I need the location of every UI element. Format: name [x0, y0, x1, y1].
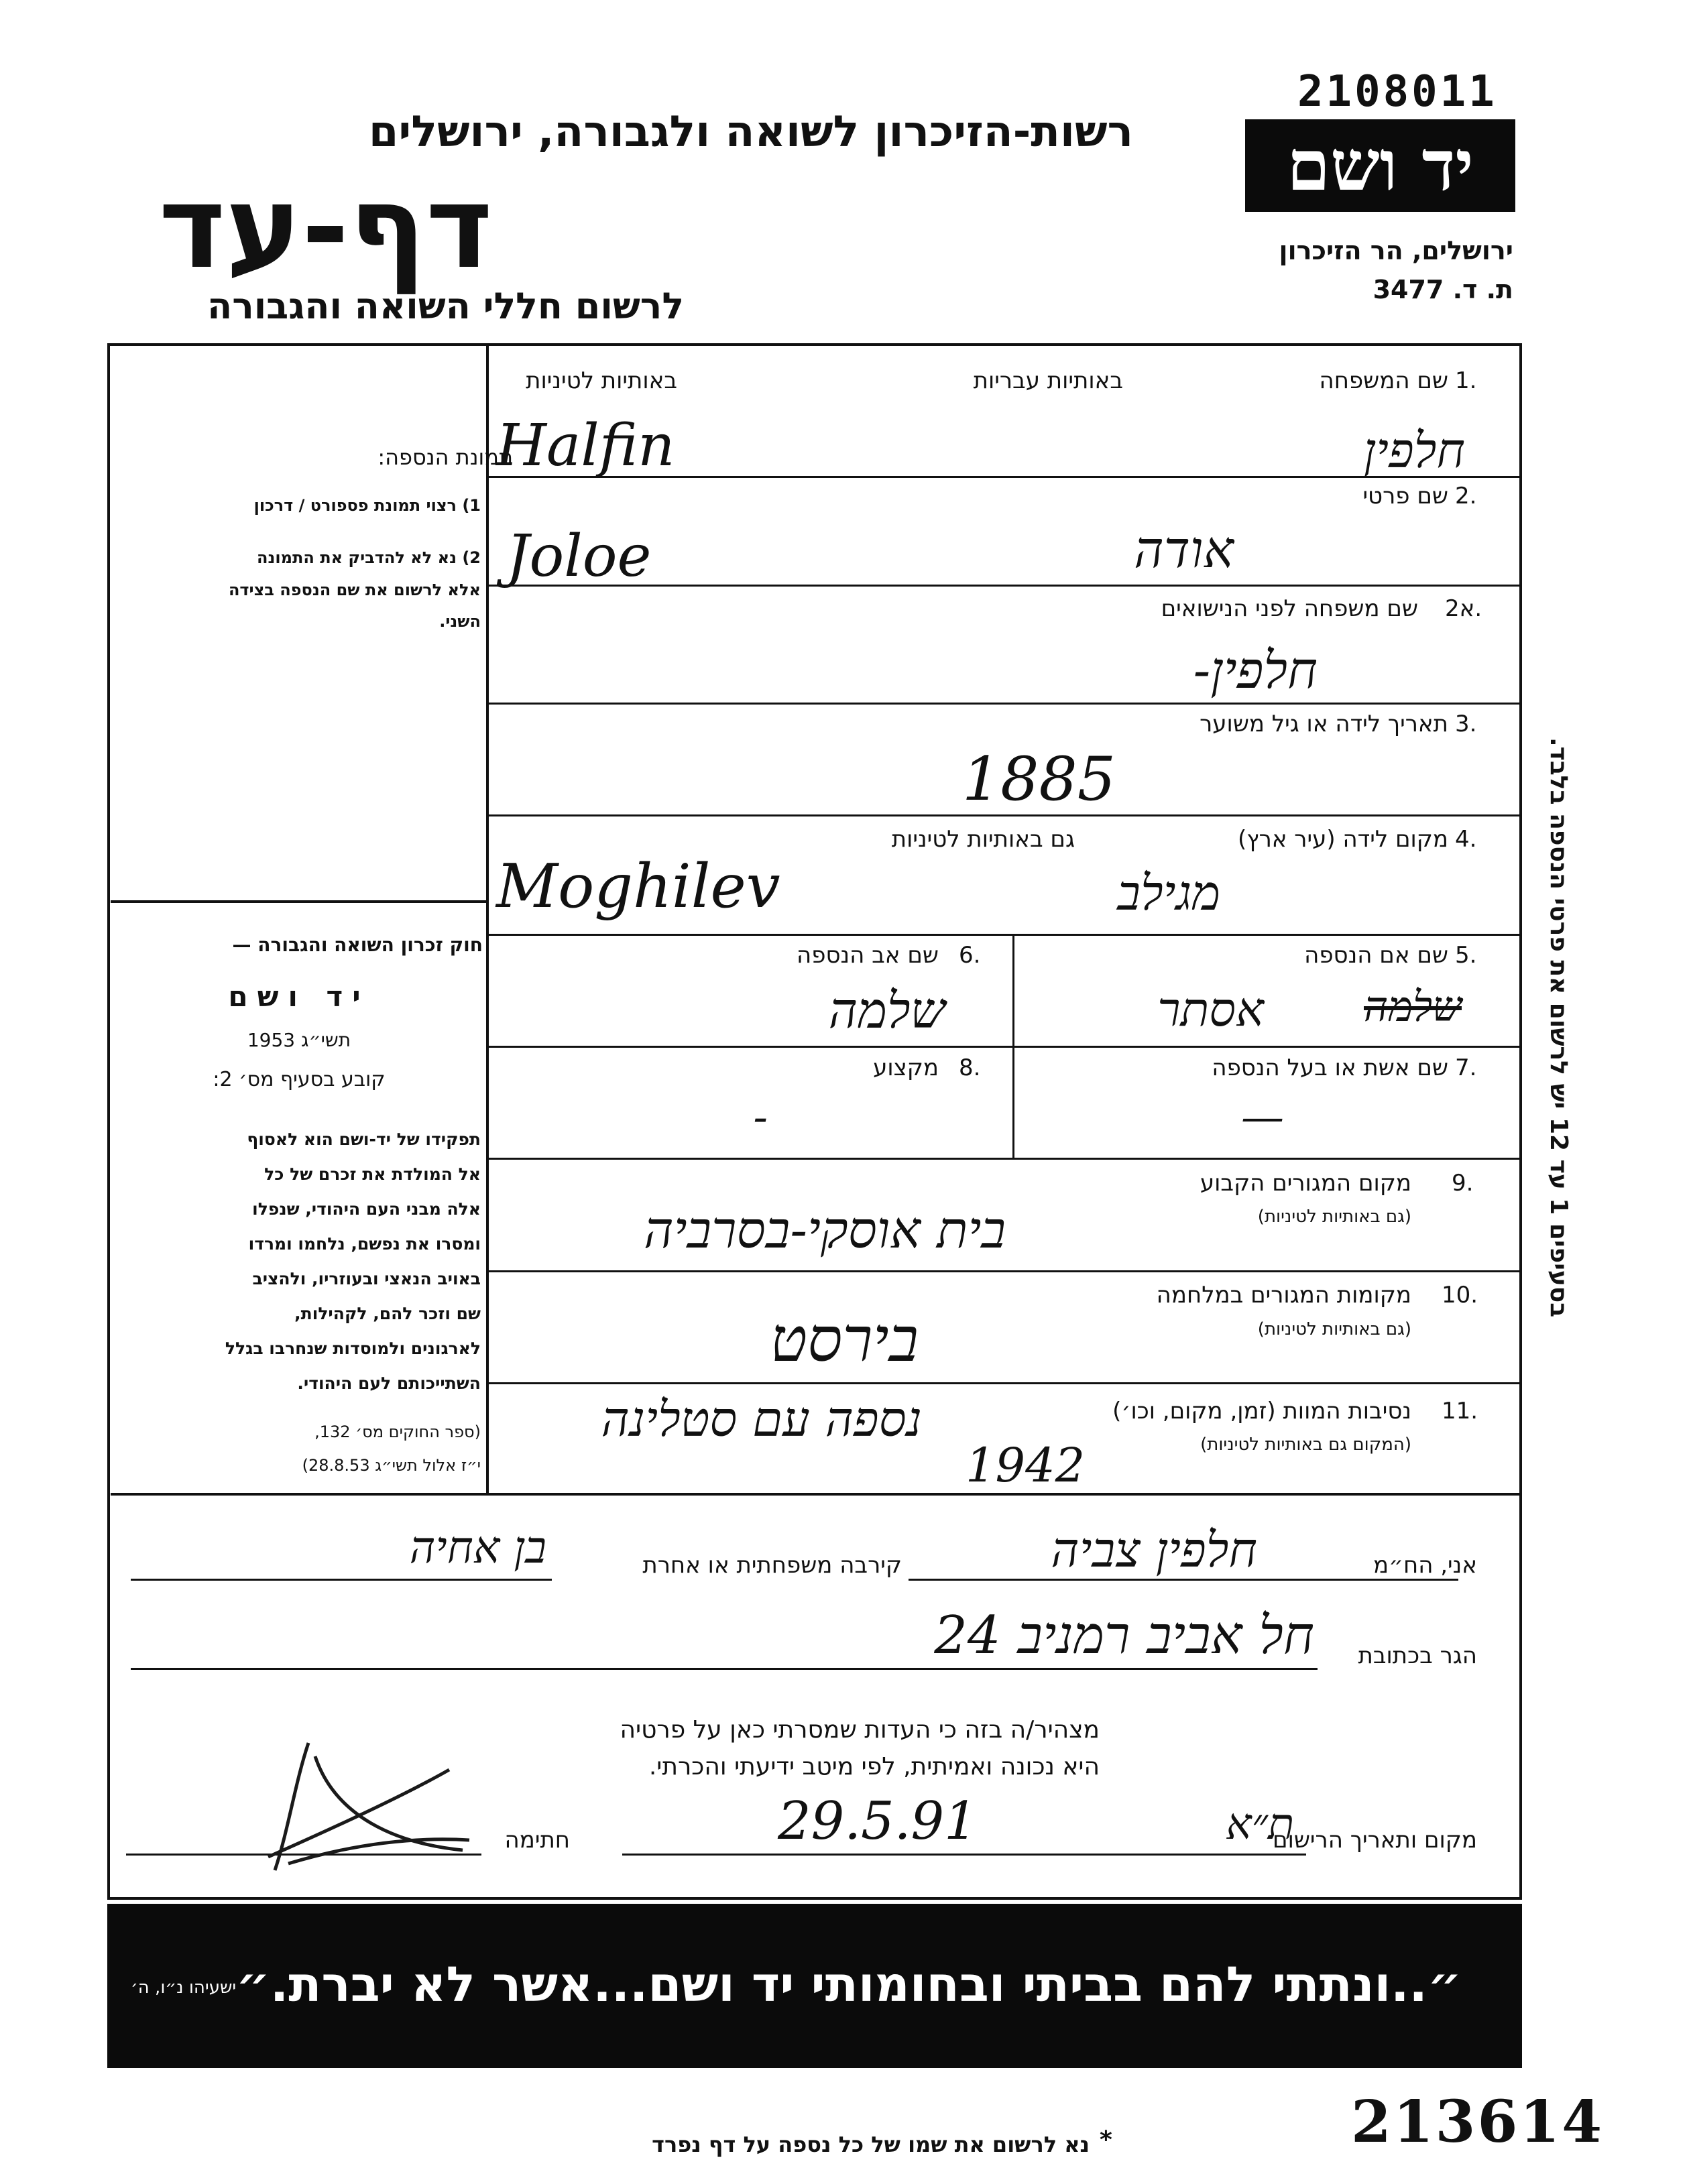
- photo-box-item-1: 1) רצוי תמונת פספורט / דרכון: [253, 496, 481, 515]
- field-8-number: 8.: [959, 1054, 981, 1081]
- field-9-number: 9.: [1452, 1170, 1474, 1197]
- field-2-hebrew-value: אודה: [1134, 520, 1234, 579]
- law-box-ref-1: (ספר החוקים מס׳ 132,: [314, 1422, 481, 1441]
- rule-10: [111, 1493, 1522, 1496]
- place-value: ת״א: [1226, 1800, 1294, 1849]
- field-5-label: שם אם הנספה: [1304, 942, 1448, 969]
- law-box-text-8: השתייכותם לעם היהודי.: [297, 1374, 481, 1393]
- field-2-label: שם פרטי: [1362, 483, 1448, 509]
- declarant-i-label: אני, הח״מ: [1373, 1552, 1477, 1579]
- field-3-label: תאריך לידה או גיל משוער: [1200, 711, 1448, 737]
- field-4-latin-hint: גם באותיות לטיניות: [891, 826, 1075, 853]
- rule-4: [487, 814, 1522, 816]
- rule-6: [487, 1046, 1522, 1048]
- field-6-label: שם אב הנספה: [797, 942, 939, 969]
- footer-note: נא לרשום את שמו של כל נספה על דף נפרד: [652, 2132, 1090, 2157]
- rows-5-8-divider: [1012, 934, 1014, 1158]
- field-11-year: 1942: [966, 1438, 1086, 1493]
- rule-9: [487, 1382, 1522, 1384]
- field-11-hint: (המקום גם באותיות לטיניות): [1200, 1435, 1411, 1455]
- field-5-struck-value: שלמה: [1364, 982, 1462, 1031]
- field-8-label: מקצוע: [873, 1054, 939, 1081]
- field-1-hebrew-hint: באותיות עבריות: [973, 367, 1123, 394]
- field-1-label: שם המשפחה: [1319, 367, 1448, 394]
- field-5-value: אסתר: [1157, 982, 1264, 1037]
- field-4-label: מקום לידה (עיר ארץ): [1237, 826, 1448, 853]
- field-1-latin-value: Halfin: [496, 412, 675, 479]
- photo-box-item-2-line-1: 2) נא לא להדביק את התמונה: [257, 548, 481, 567]
- law-box-ref-2: י״ז אלול תשי״ג 28.8.53): [302, 1456, 481, 1475]
- declarant-address-value: חל אביב רמניב 24: [934, 1605, 1314, 1666]
- declarant-relation-label: קירבה משפחתית או אחרת: [642, 1552, 902, 1579]
- field-8-value: -: [753, 1093, 768, 1142]
- form-subtitle: לרשום חללי השואה והגבורה: [207, 285, 684, 327]
- law-box-text-5: באויב הנאצי ובעוזריו, ולהציב: [252, 1269, 481, 1288]
- rule-7: [487, 1158, 1522, 1160]
- field-7-label: שם אשת או בעל הנספה: [1212, 1054, 1448, 1081]
- field-10-value: בירסט: [770, 1304, 919, 1376]
- field-5-number: 5.: [1455, 942, 1477, 969]
- declarant-address-line: [131, 1668, 1318, 1670]
- declaration-line-1: מצהיר/ה בזה כי העדות שמסרתי כאן על פרטיה: [620, 1716, 1100, 1744]
- law-box-text-4: ומסרו את נפשם, נלחמו ומרדו: [248, 1234, 481, 1254]
- law-box-text-7: לארגונים ולמוסדות שנחרבו בגלל: [225, 1339, 481, 1358]
- photo-box-item-2-line-2: אלא לרשום את שם הנספה בצידה: [228, 581, 481, 599]
- field-4-latin-value: Moghilev: [496, 851, 780, 922]
- left-panel-divider: [486, 343, 489, 1494]
- field-9-hint: (גם באותיות לטיניות): [1257, 1207, 1411, 1227]
- field-1-latin-hint: באותיות לטיניות: [526, 367, 677, 394]
- photo-box-item-2-line-3: השני.: [439, 612, 481, 631]
- law-box-text-2: אל המולדת את זכרם של כל: [264, 1164, 481, 1184]
- signature-mark: [248, 1730, 476, 1884]
- field-10-label: מקומות המגורים במלחמה: [1156, 1282, 1411, 1309]
- field-2-number: 2.: [1455, 483, 1477, 509]
- field-7-number: 7.: [1455, 1054, 1477, 1081]
- field-3-number: 3.: [1455, 711, 1477, 737]
- field-2a-value: חלפין-: [1193, 640, 1318, 700]
- form-title: דף-עד: [158, 162, 493, 294]
- field-1-hebrew-value: חלפין: [1363, 422, 1465, 479]
- law-box-text-3: אלה מבני העם היהודי, שנפלו: [252, 1199, 481, 1219]
- field-9-value: בית אוסקי-בסרביה: [644, 1200, 1006, 1260]
- banner-source: ישעיהו נ״ו, ה׳: [131, 1978, 237, 1998]
- place-date-label: מקום ותאריך הרישום: [1273, 1827, 1477, 1854]
- law-box-line-3: תשי״ג 1953: [247, 1029, 351, 1051]
- field-7-value: —: [1241, 1093, 1284, 1142]
- law-box-line-1: חוק זכרון השואה והגבורה —: [232, 934, 483, 956]
- field-1-number: 1.: [1455, 367, 1477, 394]
- law-box-text-6: שם וזכר להם, לקהילות,: [294, 1304, 481, 1323]
- law-box-line-4: קובע בסעיף מס׳ 2:: [213, 1068, 386, 1091]
- authority-line: רשות-הזיכרון לשואה ולגבורה, ירושלים: [368, 107, 1133, 157]
- law-box-text-1: תפקידו של יד-ושם הוא לאסוף: [247, 1130, 481, 1149]
- date-value: 29.5.91: [778, 1791, 978, 1852]
- declaration-line-2: היא נכונה ואמיתית, לפי מיטב ידיעתי והכרתי.: [648, 1753, 1100, 1780]
- field-2-latin-value: Joloe: [506, 523, 652, 590]
- field-4-hebrew-value: מגילב: [1117, 865, 1220, 921]
- field-10-hint: (גם באותיות לטיניות): [1257, 1319, 1411, 1339]
- field-10-number: 10.: [1442, 1282, 1478, 1309]
- left-panel-split: [111, 900, 487, 903]
- field-6-number: 6.: [959, 942, 981, 969]
- rule-3: [487, 703, 1522, 705]
- side-note-vertical: בסעיפים 1 עד 12 יש לרשום את פרטי הנספה בלבד.: [1545, 737, 1572, 1318]
- rule-8: [487, 1270, 1522, 1272]
- declarant-address-label: הגר בכתובת: [1358, 1642, 1477, 1669]
- field-2a-label: שם משפחה לפני הנישואים: [1161, 595, 1418, 622]
- logo-text: יד ושם: [1287, 124, 1474, 206]
- declarant-relation-line: [131, 1579, 552, 1581]
- place-date-line: [622, 1854, 1306, 1856]
- field-2a-number: 2א.: [1445, 595, 1482, 622]
- form-frame: [107, 343, 1522, 1900]
- rule-5: [487, 934, 1522, 936]
- footer-bullet: *: [1100, 2126, 1112, 2154]
- field-9-label: מקום המגורים הקבוע: [1200, 1170, 1411, 1197]
- photo-box-title: תמונת הנספה:: [377, 444, 513, 470]
- address-line-2: ת. ד. 3477: [1373, 275, 1513, 304]
- signature-label: חתימה: [504, 1827, 570, 1854]
- declarant-name-value: חלפין צביה: [1051, 1522, 1257, 1578]
- quote-banner: [107, 1904, 1522, 2068]
- yad-vashem-logo: [1245, 119, 1515, 212]
- field-3-value: 1885: [962, 744, 1116, 814]
- field-11-label: נסיבות המוות (זמן, מקום, וכו׳): [1112, 1398, 1411, 1424]
- banner-quote: ״..ונתתי להם בביתי ובחומותי יד ושם...אשר לא יברת.״: [235, 1956, 1462, 2012]
- address-line-1: ירושלים, הר הזיכרון: [1279, 236, 1513, 265]
- field-4-number: 4.: [1455, 826, 1477, 853]
- field-11-number: 11.: [1442, 1398, 1478, 1424]
- field-11-value: נספה עם סטלינה: [601, 1391, 922, 1447]
- document-number: 2108011: [1297, 67, 1497, 117]
- declarant-relation-value: בן אחיה: [409, 1522, 546, 1573]
- field-6-value: שלמה: [828, 982, 945, 1040]
- law-box-line-2: יד ושם: [228, 980, 370, 1013]
- footer-stamp-number: 213614: [1351, 2088, 1604, 2156]
- declarant-name-line: [909, 1579, 1458, 1581]
